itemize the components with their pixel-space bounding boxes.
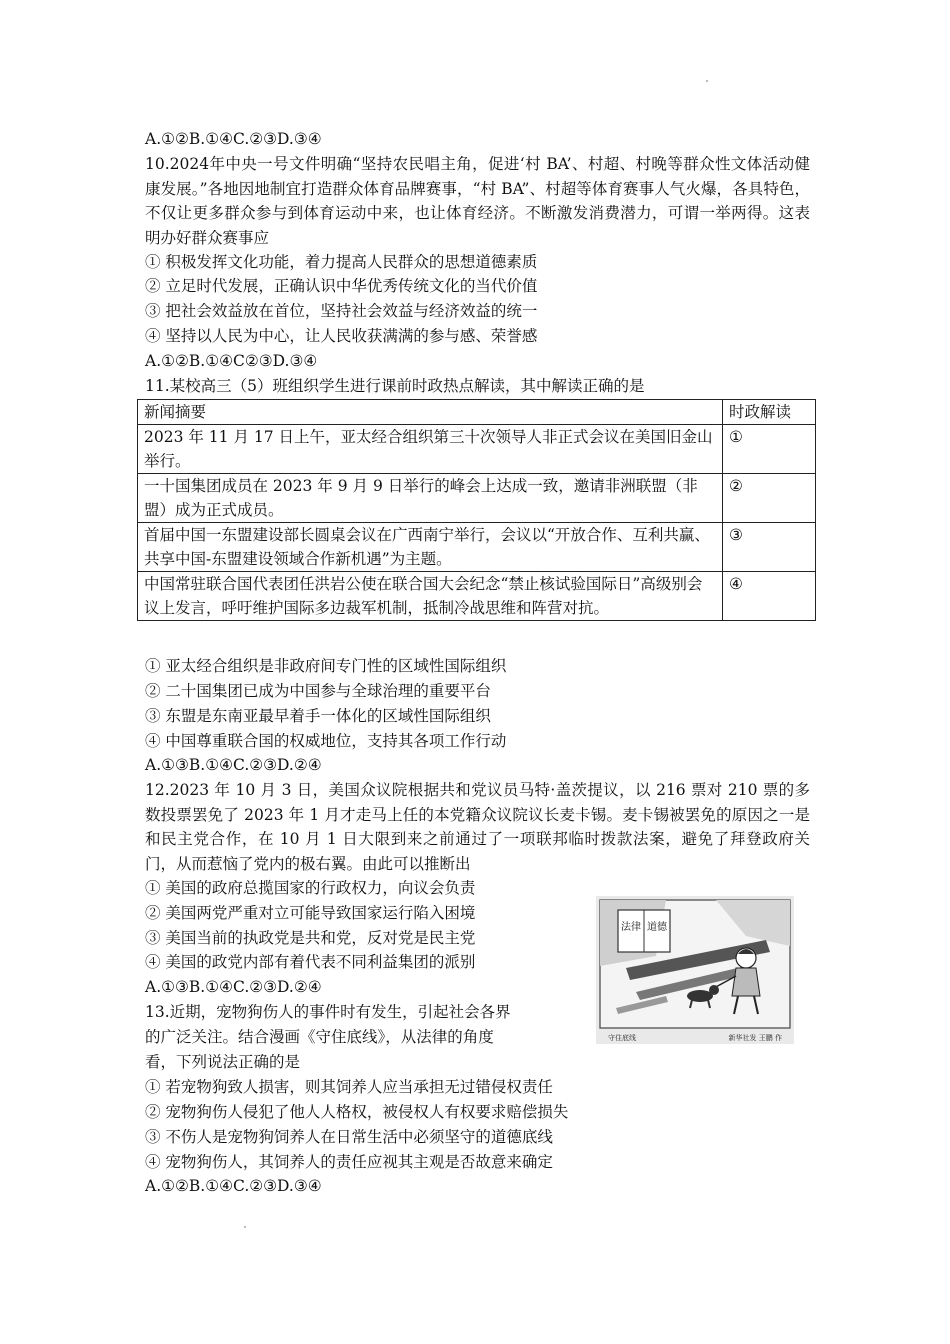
q10-answer-choices: A.①②B.①④C②③D.③④ (145, 352, 318, 370)
q11-stem: 11.某校高三（5）班组织学生进行课前时政热点解读，其中解读正确的是 (145, 377, 645, 395)
q11-answer-choices: A.①③B.①④C.②③D.②④ (145, 756, 322, 774)
sign-text-law: 法律 (621, 922, 641, 933)
q12-option-1: ① 美国的政府总揽国家的行政权力，向议会负责 (145, 879, 476, 897)
q13-stem-line-1: 13.近期，宠物狗伤人的事件时有发生，引起社会各界 (145, 1003, 511, 1021)
scan-speck (706, 80, 708, 82)
q10-option-1: ① 积极发挥文化功能，着力提高人民群众的思想道德素质 (145, 253, 538, 271)
q12-answer-choices: A.①③B.①④C.②③D.②④ (145, 978, 322, 996)
q13-option-2: ② 宠物狗伤人侵犯了他人人格权，被侵权人有权要求赔偿损失 (145, 1103, 569, 1121)
news-table (137, 399, 816, 621)
q13-stem-line-3: 看，下列说法正确的是 (145, 1053, 301, 1071)
dog-head (709, 985, 719, 995)
table-row (138, 572, 816, 621)
cartoon-caption-title: 守住底线 (608, 1034, 636, 1042)
cartoon-caption-credit: 新华社发 王鹏 作 (728, 1034, 782, 1042)
scan-speck (244, 1226, 246, 1228)
news-cell: 2023 年 11 月 17 日上午，亚太经合组织第三十次领导人非正式会议在美国旧金山举行。 (138, 425, 723, 474)
news-cell: 中国常驻联合国代表团任洪岩公使在联合国大会纪念“禁止核试验国际日”高级别会议上发言，呼吁维护国际多边裁军机制，抵制冷战思维和阵营对抗。 (138, 572, 723, 621)
q10-option-2: ② 立足时代发展，正确认识中华优秀传统文化的当代价值 (145, 277, 538, 295)
q13-stem-line-2: 的广泛关注。结合漫画《守住底线》，从法律的角度 (145, 1028, 494, 1046)
sign-text-morality: 道德 (647, 922, 667, 933)
table-row (138, 425, 816, 474)
cartoon-illustration (596, 896, 794, 1044)
mark-cell: ③ (723, 523, 816, 572)
news-cell: 首届中国一东盟建设部长圆桌会议在广西南宁举行，会议以“开放合作、互利共赢、共享中国-东盟建设领域合作新机遇”为主题。 (138, 523, 723, 572)
q11-option-2: ② 二十国集团已成为中国参与全球治理的重要平台 (145, 682, 491, 700)
q12-option-2: ② 美国两党严重对立可能导致国家运行陷入困境 (145, 904, 476, 922)
q11-option-4: ④ 中国尊重联合国的权威地位，支持其各项工作行动 (145, 732, 507, 750)
dog-body (687, 990, 713, 1002)
person-body (732, 968, 760, 996)
q13-answer-choices: A.①②B.①④C.②③D.③④ (145, 1177, 322, 1195)
q11-option-1: ① 亚太经合组织是非政府间专门性的区域性国际组织 (145, 657, 507, 675)
mark-cell: ① (723, 425, 816, 474)
q12-option-4: ④ 美国的政党内部有着代表不同利益集团的派别 (145, 953, 476, 971)
q12-stem: 12.2023 年 10 月 3 日，美国众议院根据共和党议员马特·盖茨提议，以 216 票对 210 票的多数投票罢免了 2023 年 1 月才走马上任的本党籍众议院议长麦卡锡。麦卡锡被罢免的原因之一是和民主党合作，在 10 月 1 日大限到来之前通过了一项联邦临时拨款法案，避免了拜登政府关门，从而惹恼了党内的极右翼。由此可以推断出 (145, 781, 810, 873)
table-header-row (138, 400, 816, 425)
q11-option-3: ③ 东盟是东南亚最早着手一体化的区域性国际组织 (145, 707, 491, 725)
q9-answer-choices: A.①②B.①④C.②③D.③④ (145, 130, 322, 148)
q12-option-3: ③ 美国当前的执政党是共和党，反对党是民主党 (145, 929, 476, 947)
news-cell: 一十国集团成员在 2023 年 9 月 9 日举行的峰会上达成一致，邀请非洲联盟（非盟）成为正式成员。 (138, 474, 723, 523)
q10-option-4: ④ 坚持以人民为中心，让人民收获满满的参与感、荣誉感 (145, 327, 538, 345)
header-interpretation: 时政解读 (723, 400, 816, 425)
header-news-summary: 新闻摘要 (138, 400, 723, 425)
table-row (138, 523, 816, 572)
q10-option-3: ③ 把社会效益放在首位，坚持社会效益与经济效益的统一 (145, 302, 538, 320)
q10-stem: 10.2024年中央一号文件明确“坚持农民唱主角，促进‘村 BA’、村超、村晚等群众性文体活动健康发展。”各地因地制宜打造群众体育品牌赛事，“村 BA”、村超等体育赛事人气火爆，各具特色，不仅让更多群众参与到体育运动中来，也让体育经济。不断激发消费潜力，可谓一举两得。这表明办好群众赛事应 (145, 155, 810, 247)
mark-cell: ② (723, 474, 816, 523)
q13-option-1: ① 若宠物狗致人损害，则其饲养人应当承担无过错侵权责任 (145, 1078, 553, 1096)
q13-option-4: ④ 宠物狗伤人，其饲养人的责任应视其主观是否故意来确定 (145, 1153, 553, 1171)
table-row (138, 474, 816, 523)
q13-option-3: ③ 不伤人是宠物狗饲养人在日常生活中必须坚守的道德底线 (145, 1128, 553, 1146)
mark-cell: ④ (723, 572, 816, 621)
